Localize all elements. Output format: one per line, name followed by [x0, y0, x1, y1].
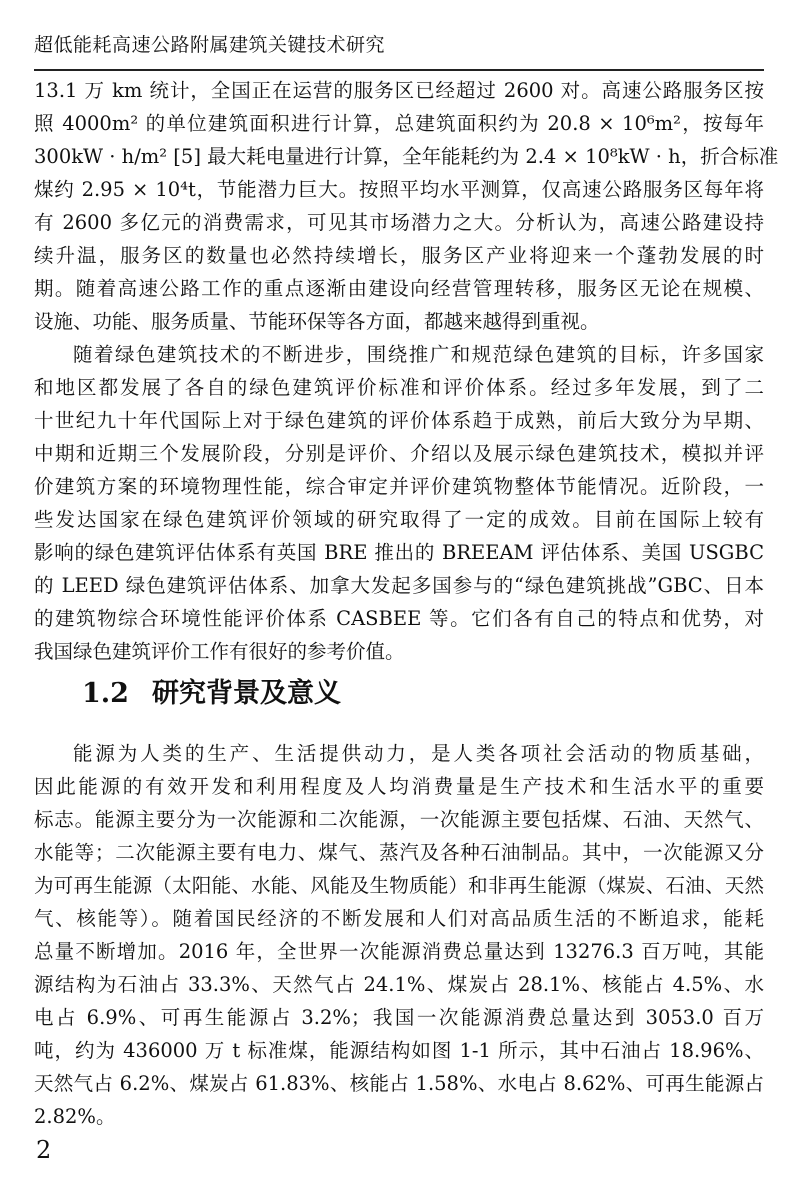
paragraph-3-line: 天然气占 6.2%、煤炭占 61.83%、核能占 1.58%、水电占 8.62%、可再生能源占	[34, 1072, 764, 1095]
paragraph-3-line: 气、核能等）。随着国民经济的不断发展和人们对高品质生活的不断追求，能耗	[34, 907, 764, 930]
paragraph-2-line: 影响的绿色建筑评估体系有英国 BRE 推出的 BREEAM 评估体系、美国 USGBC	[34, 541, 764, 564]
paragraph-1-line: 续升温，服务区的数量也必然持续增长，服务区产业将迎来一个蓬勃发展的时	[34, 244, 764, 267]
paragraph-2-line: 随着绿色建筑技术的不断进步，围绕推广和规范绿色建筑的目标，许多国家	[73, 343, 764, 366]
paragraph-3-line: 为可再生能源（太阳能、水能、风能及生物质能）和非再生能源（煤炭、石油、天然	[34, 874, 764, 897]
paragraph-2-line: 中期和近期三个发展阶段，分别是评价、介绍以及展示绿色建筑技术，模拟并评	[34, 442, 764, 465]
paragraph-2-line: 十世纪九十年代国际上对于绿色建筑的评价体系趋于成熟，前后大致分为早期、	[34, 409, 764, 432]
paragraph-2-line: 些发达国家在绿色建筑评价领域的研究取得了一定的成效。目前在国际上较有	[34, 508, 764, 531]
section-number: 1.2	[82, 678, 129, 709]
paragraph-2-line: 我国绿色建筑评价工作有很好的参考价值。	[34, 640, 405, 663]
paragraph-1-line: 300kW · h/m² [5] 最大耗电量进行计算，全年能耗约为 2.4 × 10⁸kW · h，折合标准	[34, 145, 779, 168]
running-head-title: 超低能耗高速公路附属建筑关键技术研究	[34, 34, 386, 56]
paragraph-3-line: 能源为人类的生产、生活提供动力，是人类各项社会活动的物质基础，	[73, 742, 764, 765]
paragraph-2-line: 价建筑方案的环境物理性能，综合审定并评价建筑物整体节能情况。近阶段，一	[34, 475, 764, 498]
paragraph-3-line: 总量不断增加。2016 年，全世界一次能源消费总量达到 13276.3 百万吨，其能	[34, 940, 764, 963]
paragraph-3-line: 因此能源的有效开发和利用程度及人均消费量是生产技术和生活水平的重要	[34, 775, 764, 798]
header-rule	[34, 69, 764, 71]
section-title: 研究背景及意义	[152, 678, 341, 709]
page-number: 2	[36, 1136, 52, 1164]
paragraph-3-line: 标志。能源主要分为一次能源和二次能源，一次能源主要包括煤、石油、天然气、	[34, 808, 764, 831]
paragraph-1-line: 煤约 2.95 × 10⁴t，节能潜力巨大。按照平均水平测算，仅高速公路服务区每年将	[34, 178, 764, 201]
paragraph-1-line: 13.1 万 km 统计，全国正在运营的服务区已经超过 2600 对。高速公路服务区按	[34, 79, 764, 102]
paragraph-2-line: 和地区都发展了各自的绿色建筑评价标准和评价体系。经过多年发展，到了二	[34, 376, 764, 399]
paragraph-3-line: 源结构为石油占 33.3%、天然气占 24.1%、煤炭占 28.1%、核能占 4.5%、水	[34, 973, 764, 996]
paragraph-2-line: 的建筑物综合环境性能评价体系 CASBEE 等。它们各有自己的特点和优势，对	[34, 607, 764, 630]
paragraph-1-line: 设施、功能、服务质量、节能环保等各方面，都越来越得到重视。	[34, 310, 600, 333]
paragraph-3-line: 电占 6.9%、可再生能源占 3.2%；我国一次能源消费总量达到 3053.0 百万	[34, 1006, 764, 1029]
paragraph-3-line: 水能等；二次能源主要有电力、煤气、蒸汽及各种石油制品。其中，一次能源又分	[34, 841, 764, 864]
paragraph-1-line: 照 4000m² 的单位建筑面积进行计算，总建筑面积约为 20.8 × 10⁶m²，按每年	[34, 112, 764, 135]
paragraph-1-line: 有 2600 多亿元的消费需求，可见其市场潜力之大。分析认为，高速公路建设持	[34, 211, 764, 234]
paragraph-1-line: 期。随着高速公路工作的重点逐渐由建设向经营管理转移，服务区无论在规模、	[34, 277, 764, 300]
section-heading	[82, 676, 682, 712]
paragraph-3-line: 吨，约为 436000 万 t 标准煤，能源结构如图 1-1 所示，其中石油占 18.96%、	[34, 1039, 764, 1062]
paragraph-2-line: 的 LEED 绿色建筑评估体系、加拿大发起多国参与的“绿色建筑挑战”GBC、日本	[34, 574, 764, 597]
paragraph-3-line: 2.82%。	[34, 1105, 116, 1128]
